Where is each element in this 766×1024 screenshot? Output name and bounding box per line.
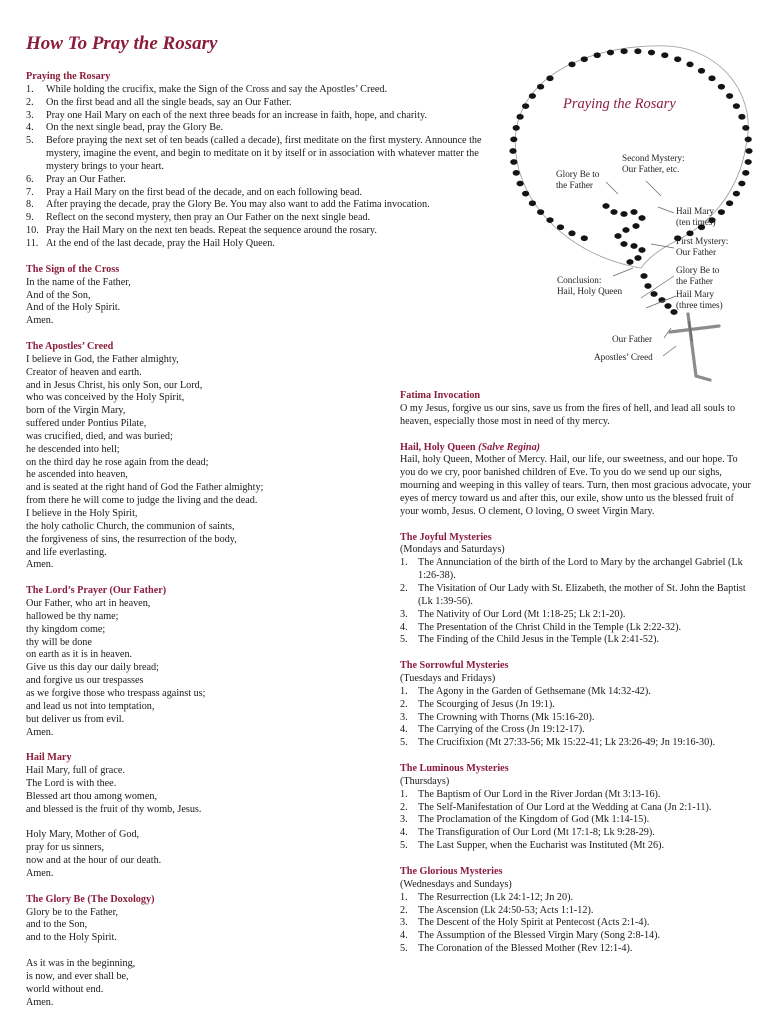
praying-section xyxy=(26,71,496,251)
step-number: 7. xyxy=(26,186,34,198)
hail-mary-heading: Hail Mary xyxy=(26,752,72,764)
step-number: 9. xyxy=(26,212,34,224)
list-item: 1. The Resurrection (Lk 24:1-12; Jn 20). xyxy=(400,891,574,903)
bead xyxy=(581,235,588,241)
bead xyxy=(509,148,516,154)
step-text: Pray one Hail Mary on each of the next three beads for an increase in faith, hope, and charity. xyxy=(46,109,427,121)
bead xyxy=(522,103,529,109)
right-column xyxy=(400,390,752,969)
step-number: 2. xyxy=(26,96,34,108)
sorrowful-heading: The Sorrowful Mysteries xyxy=(400,660,509,672)
bead xyxy=(742,125,749,131)
queen-text: Hail, holy Queen, Mother of Mercy. Hail, our life, our sweetness, and our hope. To you do we cry, poor banished children of Eve. To you do we send up our sighs, mourning and weeping in this valley of tears. Turn, then most gracious advocate, your eyes of mercy toward us and after this, our exile, show unto us the blessed fruit of your womb, Jesus. O clement, O loving, O sweet Virgin Mary. xyxy=(400,454,751,517)
prayer-line: I believe in God, the Father almighty, xyxy=(26,353,179,365)
list-item xyxy=(26,174,496,187)
bead xyxy=(522,191,529,197)
bead xyxy=(638,247,645,253)
prayer-line: born of the Virgin Mary, xyxy=(26,405,126,417)
bead xyxy=(537,209,544,215)
prayer-line: thy kingdom come; xyxy=(26,623,106,635)
glorious-heading: The Glorious Mysteries xyxy=(400,866,503,877)
step-number: 4. xyxy=(26,122,34,134)
list-item: 2. The Scourging of Jesus (Jn 19:1). xyxy=(400,698,555,710)
lords-prayer-heading: The Lord’s Prayer (Our Father) xyxy=(26,585,167,597)
bead xyxy=(529,93,536,99)
label-our-father: Our Father xyxy=(612,334,653,344)
prayer-line: and to the Son, xyxy=(26,919,88,931)
prayer-line: Creator of heaven and earth. xyxy=(26,366,142,378)
label-first-mystery: First Mystery: Our Father xyxy=(676,236,729,257)
list-item: 5. The Finding of the Child Jesus in the Temple (Lk 2:41-52). xyxy=(400,634,660,646)
joyful-mysteries-section xyxy=(400,532,752,648)
prayer-line: is now, and ever shall be, xyxy=(26,970,129,982)
praying-steps xyxy=(26,84,496,251)
bead xyxy=(738,114,745,120)
step-text: On the next single bead, pray the Glory Be. xyxy=(46,122,224,134)
bead xyxy=(568,62,575,68)
list-item: 1. The Annunciation of the birth of the Lord to Mary by the archangel Gabriel (Lk 1:26-38). xyxy=(400,557,743,582)
bead xyxy=(738,181,745,187)
prayer-line: and in Jesus Christ, his only Son, our Lord, xyxy=(26,379,203,391)
list-item: 2. The Ascension (Lk 24:50-53; Acts 1:1-12). xyxy=(400,904,594,916)
bead xyxy=(620,241,627,247)
bead xyxy=(742,170,749,176)
prayer-line: and lead us not into temptation, xyxy=(26,700,155,712)
list-item: 1. The Agony in the Garden of Gethsemane (Mk 14:32-42). xyxy=(400,685,651,697)
luminous-days: (Thursdays) xyxy=(400,775,450,787)
sorrowful-mysteries-section xyxy=(400,660,752,750)
list-item: 3. The Crowning with Thorns (Mk 15:16-20). xyxy=(400,711,595,723)
bead xyxy=(658,297,665,303)
bead xyxy=(726,93,733,99)
crucifix-icon xyxy=(670,314,719,380)
label-second-mystery: Second Mystery: Our Father, etc. xyxy=(622,153,685,174)
prayer-line: as we forgive those who trespass against us; xyxy=(26,687,206,699)
bead xyxy=(630,243,637,249)
prayer-line: on earth as it is in heaven. xyxy=(26,649,133,661)
step-number: 11. xyxy=(26,237,39,249)
bead xyxy=(745,148,752,154)
luminous-mysteries-section xyxy=(400,763,752,853)
list-item: 4. The Transfiguration of Our Lord (Mt 17:1-8; Lk 9:28-29). xyxy=(400,827,655,839)
bead xyxy=(632,223,639,229)
step-text: After praying the decade, pray the Glory Be. You may also want to add the Fatima invocation. xyxy=(46,199,430,211)
glory-be-heading: The Glory Be (The Doxology) xyxy=(26,893,155,905)
prayer-line: The Lord is with thee. xyxy=(26,778,117,790)
prayer-line: now and at the hour of our death. xyxy=(26,855,162,867)
list-item: 5. The Last Supper, when the Eucharist was Instituted (Mt 26). xyxy=(400,840,665,852)
bead xyxy=(745,137,752,143)
praying-heading: Praying the Rosary xyxy=(26,71,111,82)
diagram-title: Praying the Rosary xyxy=(563,96,676,112)
list-item xyxy=(26,122,496,135)
list-item xyxy=(26,225,496,238)
hail-holy-queen-section xyxy=(400,442,752,519)
creed-heading: The Apostles’ Creed xyxy=(26,341,114,353)
step-number: 1. xyxy=(26,83,34,95)
step-text: While holding the crucifix, make the Sign of the Cross and say the Apostles’ Creed. xyxy=(46,83,388,95)
bead xyxy=(650,291,657,297)
prayer-line: he ascended into heaven, xyxy=(26,469,128,481)
prayer-line: pray for us sinners, xyxy=(26,842,105,854)
list-item: 4. The Presentation of the Christ Child in the Temple (Lk 2:22-32). xyxy=(400,621,682,633)
list-item xyxy=(26,199,496,212)
prayer-line: Holy Mary, Mother of God, xyxy=(26,829,140,841)
bead xyxy=(664,303,671,309)
prayer-line: world without end. xyxy=(26,983,104,995)
sorrowful-days: (Tuesdays and Fridays) xyxy=(400,673,496,685)
bead xyxy=(634,255,641,261)
bead xyxy=(745,159,752,165)
list-item xyxy=(26,238,496,251)
prayer-line: and forgive us our trespasses xyxy=(26,675,144,687)
bead xyxy=(698,68,705,74)
fatima-heading: Fatima Invocation xyxy=(400,390,481,401)
bead xyxy=(517,181,524,187)
list-item: 3. The Nativity of Our Lord (Mt 1:18-25; Lk 2:1-20). xyxy=(400,608,626,620)
luminous-heading: The Luminous Mysteries xyxy=(400,763,509,775)
step-number: 3. xyxy=(26,109,34,121)
step-text: Pray a Hail Mary on the first bead of the decade, and on each following bead. xyxy=(46,186,362,198)
prayer-line: and is seated at the right hand of God the Father almighty; xyxy=(26,482,264,494)
queen-heading-latin: (Salve Regina) xyxy=(478,441,541,453)
label-hail-mary-three: Hail Mary (three times) xyxy=(676,289,723,310)
list-item: 2. The Visitation of Our Lady with St. Elizabeth, the mother of St. John the Baptist (Lk 1:39-56). xyxy=(400,582,746,607)
prayer-line: who was conceived by the Holy Spirit, xyxy=(26,392,185,404)
bead xyxy=(513,125,520,131)
bead xyxy=(661,52,668,58)
bead xyxy=(621,48,628,54)
bead xyxy=(634,48,641,54)
prayer-line: Amen. xyxy=(26,559,54,571)
prayer-line: Our Father, who art in heaven, xyxy=(26,598,151,610)
bead xyxy=(557,224,564,230)
bead xyxy=(510,137,517,143)
bead xyxy=(529,200,536,206)
step-text: On the first bead and all the single beads, say an Our Father. xyxy=(46,96,292,108)
prayer-line: Amen. xyxy=(26,315,54,327)
joyful-days: (Mondays and Saturdays) xyxy=(400,544,505,556)
bead xyxy=(733,191,740,197)
bead xyxy=(537,84,544,90)
label-glory-be: Glory Be to the Father xyxy=(556,169,600,190)
bead xyxy=(546,75,553,81)
prayer-line: and life everlasting. xyxy=(26,546,107,558)
list-item: 3. The Proclamation of the Kingdom of God (Mk 1:14-15). xyxy=(400,814,650,826)
step-text: At the end of the last decade, pray the Hail Holy Queen. xyxy=(46,237,275,249)
bead xyxy=(644,283,651,289)
label-hail-mary-ten: Hail Mary (ten times) xyxy=(676,206,716,227)
glorious-list xyxy=(400,892,752,956)
bead xyxy=(718,209,725,215)
prayer-line: on the third day he rose again from the dead; xyxy=(26,456,209,468)
prayer-line: I believe in the Holy Spirit, xyxy=(26,508,138,519)
label-conclusion: Conclusion: Hail, Holy Queen xyxy=(557,275,623,296)
joyful-list xyxy=(400,557,752,647)
prayer-line: Glory be to the Father, xyxy=(26,906,119,918)
list-item: 4. The Assumption of the Blessed Virgin Mary (Song 2:8-14). xyxy=(400,930,661,942)
fatima-section xyxy=(400,390,752,429)
callout-lines xyxy=(606,181,676,356)
bead xyxy=(622,227,629,233)
bead xyxy=(708,75,715,81)
page-title: How To Pray the Rosary xyxy=(26,33,218,54)
prayer-line: In the name of the Father, xyxy=(26,276,131,288)
prayer-line: was crucified, died, and was buried; xyxy=(26,430,173,442)
list-item: 2. The Self-Manifestation of Our Lord at the Wedding at Cana (Jn 2:1-11). xyxy=(400,801,712,813)
bead xyxy=(638,215,645,221)
bead xyxy=(607,50,614,56)
list-item xyxy=(26,187,496,200)
prayer-line: and blessed is the fruit of thy womb, Jesus. xyxy=(26,803,202,815)
prayer-line: Blessed art thou among women, xyxy=(26,790,157,802)
list-item xyxy=(26,84,496,97)
list-item: 5. The Coronation of the Blessed Mother (Rev 12:1-4). xyxy=(400,943,633,955)
prayer-line: Amen. xyxy=(26,996,54,1008)
list-item: 5. The Crucifixion (Mt 27:33-56; Mk 15:22-41; Lk 23:26-49; Jn 19:16-30). xyxy=(400,737,716,749)
bead xyxy=(630,209,637,215)
list-item xyxy=(26,97,496,110)
bead xyxy=(513,170,520,176)
prayer-line: Amen. xyxy=(26,867,54,879)
bead xyxy=(718,84,725,90)
label-glory-be-2: Glory Be to the Father xyxy=(676,265,720,286)
bead xyxy=(626,259,633,265)
prayer-line: Hail Mary, full of grace. xyxy=(26,765,125,777)
prayer-line: from there he will come to judge the living and the dead. xyxy=(26,495,258,507)
step-text: Before praying the next set of ten beads (called a decade), first meditate on the first mystery. Announce the mystery, imagine the event, and begin to meditate on it by itself or in association with whatever matter the mystery brings to your heart. xyxy=(46,135,482,172)
prayer-line: suffered under Pontius Pilate, xyxy=(26,418,147,430)
prayer-line: hallowed be thy name; xyxy=(26,610,119,622)
bead xyxy=(546,217,553,223)
queen-heading: Hail, Holy Queen (Salve Regina) xyxy=(400,441,541,453)
prayer-line: Give us this day our daily bread; xyxy=(26,662,159,674)
glorious-mysteries-section xyxy=(400,866,752,956)
step-text: Pray the Hail Mary on the next ten beads. Repeat the sequence around the rosary. xyxy=(46,225,377,237)
prayer-line: And of the Holy Spirit. xyxy=(26,302,121,314)
bead xyxy=(614,233,621,239)
bead xyxy=(686,62,693,68)
list-item: 1. The Baptism of Our Lord in the River Jordan (Mt 3:13-16). xyxy=(400,788,661,800)
luminous-list xyxy=(400,789,752,853)
bead xyxy=(594,52,601,58)
bead xyxy=(610,209,617,215)
prayer-line: thy will be done xyxy=(26,636,92,648)
joyful-heading: The Joyful Mysteries xyxy=(400,531,492,543)
step-number: 10. xyxy=(26,225,39,237)
step-text: Reflect on the second mystery, then pray an Our Father on the next single bead. xyxy=(46,212,371,224)
prayer-line: the forgiveness of sins, the resurrection of the body, xyxy=(26,533,237,545)
prayer-line: the holy catholic Church, the communion of saints, xyxy=(26,520,235,532)
bead xyxy=(648,50,655,56)
bead xyxy=(581,56,588,62)
sorrowful-list xyxy=(400,686,752,750)
bead xyxy=(640,273,647,279)
bead xyxy=(620,211,627,217)
bead xyxy=(602,203,609,209)
list-item: 4. The Carrying of the Cross (Jn 19:12-17). xyxy=(400,724,585,736)
prayer-line: As it was in the beginning, xyxy=(26,958,136,969)
step-number: 5. xyxy=(26,135,34,147)
sign-of-cross-section xyxy=(26,264,496,328)
label-apostles-creed: Apostles’ Creed xyxy=(594,352,653,362)
bead xyxy=(726,200,733,206)
step-number: 8. xyxy=(26,199,34,211)
fatima-text: O my Jesus, forgive us our sins, save us from the fires of hell, and lead all souls to heaven, especially those most in need of thy mercy. xyxy=(400,402,736,427)
prayer-line: and to the Holy Spirit. xyxy=(26,932,117,944)
bead xyxy=(517,114,524,120)
glorious-days: (Wednesdays and Sundays) xyxy=(400,878,512,890)
list-item: 3. The Descent of the Holy Spirit at Pentecost (Acts 2:1-4). xyxy=(400,917,650,929)
rosary-diagram xyxy=(496,36,758,388)
prayer-line: he descended into hell; xyxy=(26,443,120,455)
list-item xyxy=(26,212,496,225)
prayer-line: And of the Son, xyxy=(26,289,91,301)
sign-heading: The Sign of the Cross xyxy=(26,263,120,275)
bead xyxy=(510,159,517,165)
bead xyxy=(568,230,575,236)
step-text: Pray an Our Father. xyxy=(46,173,126,185)
prayer-line: but deliver us from evil. xyxy=(26,713,125,725)
bead xyxy=(733,103,740,109)
prayer-line: Amen. xyxy=(26,726,54,738)
bead xyxy=(674,56,681,62)
list-item xyxy=(26,110,496,123)
step-number: 6. xyxy=(26,173,34,185)
list-item xyxy=(26,135,496,174)
